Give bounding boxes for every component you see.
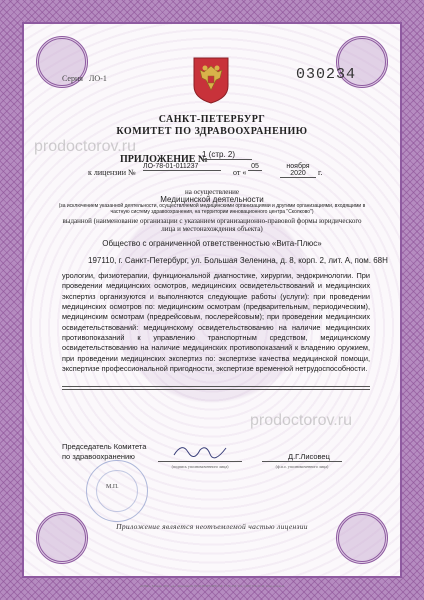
issued-caption: выданной (наименование организации с указанием организационно-правовой формы юридического лица и местонахождения объекта)	[62, 217, 362, 233]
signature-icon	[170, 440, 230, 460]
activity-name: Медицинской деятельности	[160, 195, 264, 204]
corner-ornament	[36, 512, 88, 564]
stamp-place-label: М.П.	[106, 484, 119, 490]
divider	[62, 389, 370, 390]
activity-intro: на осуществление	[184, 188, 240, 196]
coat-of-arms-icon	[190, 56, 232, 104]
appendix-label: ПРИЛОЖЕНИЕ №	[120, 154, 208, 165]
name-line	[262, 461, 342, 462]
seal-stamp-inner	[96, 470, 138, 512]
printer-imprint: «ПЗБФ», Москва, 2019, «А». Лицензия № 05-05-09/003 ФНС РФ. ТЗ № 456. Тел.: (495) 726-47-42, www.opcion.ru	[139, 584, 285, 588]
title-committee: КОМИТЕТ ПО ЗДРАВООХРАНЕНИЮ	[116, 126, 308, 137]
corner-ornament	[336, 512, 388, 564]
activity-note: (за исключением указанной деятельности, осуществляемой медицинскими организациями и другими организациями, входящими в частную систему здравоохранения, на территории инновационного центра "Сколково")	[58, 203, 366, 215]
date-month: ноября 2020	[280, 163, 316, 178]
series-value: ЛО-1	[88, 74, 107, 83]
watermark: prodoctorov.ru	[34, 138, 136, 155]
organization-name: Общество с ограниченной ответственностью «Вита-Плюс»	[102, 239, 322, 248]
form-number: 030234	[296, 66, 357, 83]
signatory-department: по здравоохранению	[62, 452, 135, 461]
license-number-value: ЛО-78-01-011237	[143, 163, 221, 171]
signature-caption: (подпись уполномоченного лица)	[171, 464, 229, 469]
watermark: prodoctorov.ru	[250, 412, 352, 429]
signatory-title: Председатель Комитета	[62, 442, 147, 451]
date-from-label: от «	[233, 168, 247, 177]
date-year-label: г.	[318, 168, 323, 177]
signature-line	[158, 461, 242, 462]
appendix-value: 1 (стр. 2)	[202, 150, 252, 160]
divider	[62, 386, 370, 387]
series-label	[62, 74, 107, 83]
services-text: урологии, физиотерапии, функциональной диагностике, хирургии, эндокринологии. При проведении медицинских осмотров, медицинских освидетельствований и медицинских экспертиз организуются и выполняются следующие работы (услуги): при проведении медицинских осмотров по: медицинским осмотрам (предварительным, периодическим), медицинским осмотрам (предрейсовым, послерейсовым); при проведении медицинских освидетельствований: медицинскому освидетельствованию на наличие медицинских противопоказаний к управлению транспортным средством, медицинскому освидетельствованию на наличие медицинских противопоказаний к владению оружием, при проведении медицинских экспертиз по: экспертизе качества медицинской помощи, экспертизе профессиональной пригодности, экспертизе временной нетрудоспособности.	[62, 271, 370, 374]
date-day: 05	[248, 163, 262, 171]
organization-address: 197110, г. Санкт-Петербург, ул. Большая Зеленина, д. 8, корп. 2, лит. А, пом. 68Н	[88, 256, 388, 265]
title-city: САНКТ-ПЕТЕРБУРГ	[158, 114, 266, 125]
signatory-name: Д.Г.Лисовец	[288, 452, 330, 461]
name-caption: (ф.и.о. уполномоченного лица)	[275, 464, 329, 469]
license-number-label: к лицензии №	[88, 168, 136, 177]
series-label-text: Серия	[62, 74, 83, 83]
footer-note: Приложение является неотъемлемой частью лицензии	[116, 522, 308, 531]
